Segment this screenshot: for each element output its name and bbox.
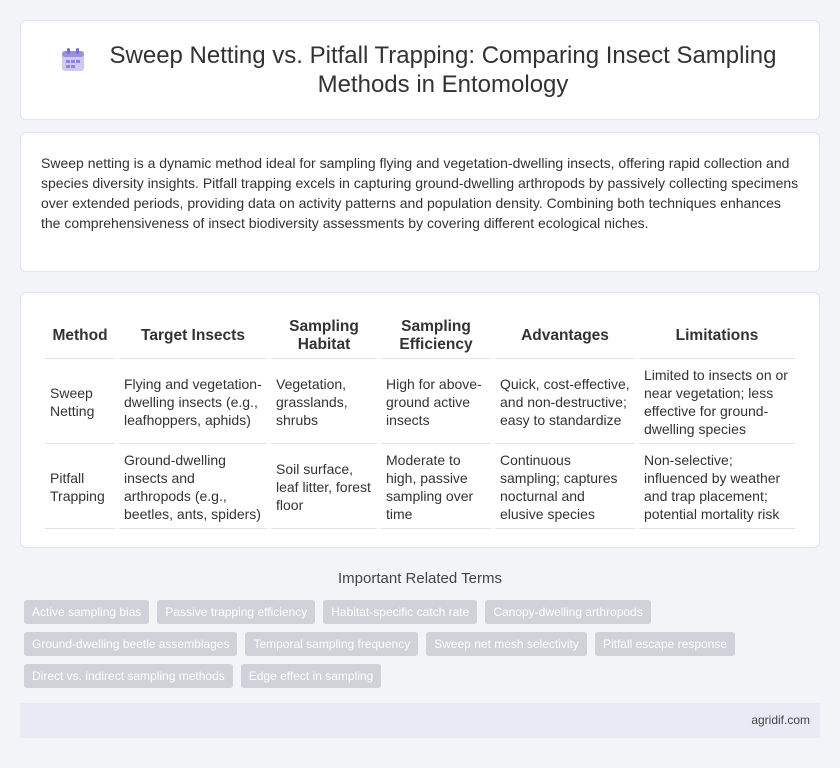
cell-sampling-efficiency: Moderate to high, passive sampling over time [381,444,491,529]
summary-text: Sweep netting is a dynamic method ideal for sampling flying and vegetation-dwelling insects, offering rapid collection and species diversity insights. Pitfall trapping excels in capturing ground-dwelling arthropods by passively collecting specimens over extended periods, providing data on activity patterns and population density. Combining both techniques enhances the comprehensiveness of insect biodiversity assessments by covering different ecological niches. [41,155,799,231]
footer [20,703,820,738]
cell-limitations: Non-selective; influenced by weather and trap placement; potential mortality risk [639,444,795,529]
related-term-tag[interactable]: Pitfall escape response [595,632,735,656]
cell-limitations: Limited to insects on or near vegetation; less effective for ground-dwelling species [639,359,795,444]
cell-method: Sweep Netting [45,359,115,444]
table-row [45,444,795,529]
cell-target-insects: Ground-dwelling insects and arthropods (e.g., beetles, ants, spiders) [119,444,267,529]
related-term-tag[interactable]: Ground-dwelling beetle assemblages [24,632,237,656]
related-term-tag[interactable]: Canopy-dwelling arthropods [485,600,650,624]
table-row [45,359,795,444]
cell-advantages: Quick, cost-effective, and non-destructive; easy to standardize [495,359,635,444]
related-term-tag[interactable]: Habitat-specific catch rate [323,600,477,624]
header-target-insects: Target Insects [119,313,267,359]
cell-method: Pitfall Trapping [45,444,115,529]
related-term-tag[interactable]: Passive trapping efficiency [157,600,315,624]
related-term-tag[interactable]: Edge effect in sampling [241,664,382,688]
cell-sampling-habitat: Soil surface, leaf litter, forest floor [271,444,377,529]
cell-target-insects: Flying and vegetation-dwelling insects (e.g., leafhoppers, aphids) [119,359,267,444]
footer-site-link[interactable]: agridif.com [751,713,810,727]
cell-sampling-efficiency: High for above-ground active insects [381,359,491,444]
header-method: Method [45,313,115,359]
cell-sampling-habitat: Vegetation, grasslands, shrubs [271,359,377,444]
related-term-tag[interactable]: Sweep net mesh selectivity [426,632,587,656]
summary-card [20,132,820,272]
page-title: Sweep Netting vs. Pitfall Trapping: Comparing Insect Sampling Methods in Entomology [109,42,777,98]
header-sampling-efficiency: Sampling Efficiency [381,313,491,359]
related-term-tag[interactable]: Temporal sampling frequency [245,632,418,656]
header-limitations: Limitations [639,313,795,359]
related-term-tag[interactable]: Direct vs. indirect sampling methods [24,664,233,688]
table-header-row [45,313,795,359]
related-terms-list [24,600,824,688]
calendar-icon [60,47,86,73]
header-advantages: Advantages [495,313,635,359]
title-card [20,20,820,120]
comparison-table [41,313,799,529]
cell-advantages: Continuous sampling; captures nocturnal and elusive species [495,444,635,529]
comparison-table-card [20,292,820,548]
header-sampling-habitat: Sampling Habitat [271,313,377,359]
related-terms-heading: Important Related Terms [338,570,502,587]
related-term-tag[interactable]: Active sampling bias [24,600,149,624]
